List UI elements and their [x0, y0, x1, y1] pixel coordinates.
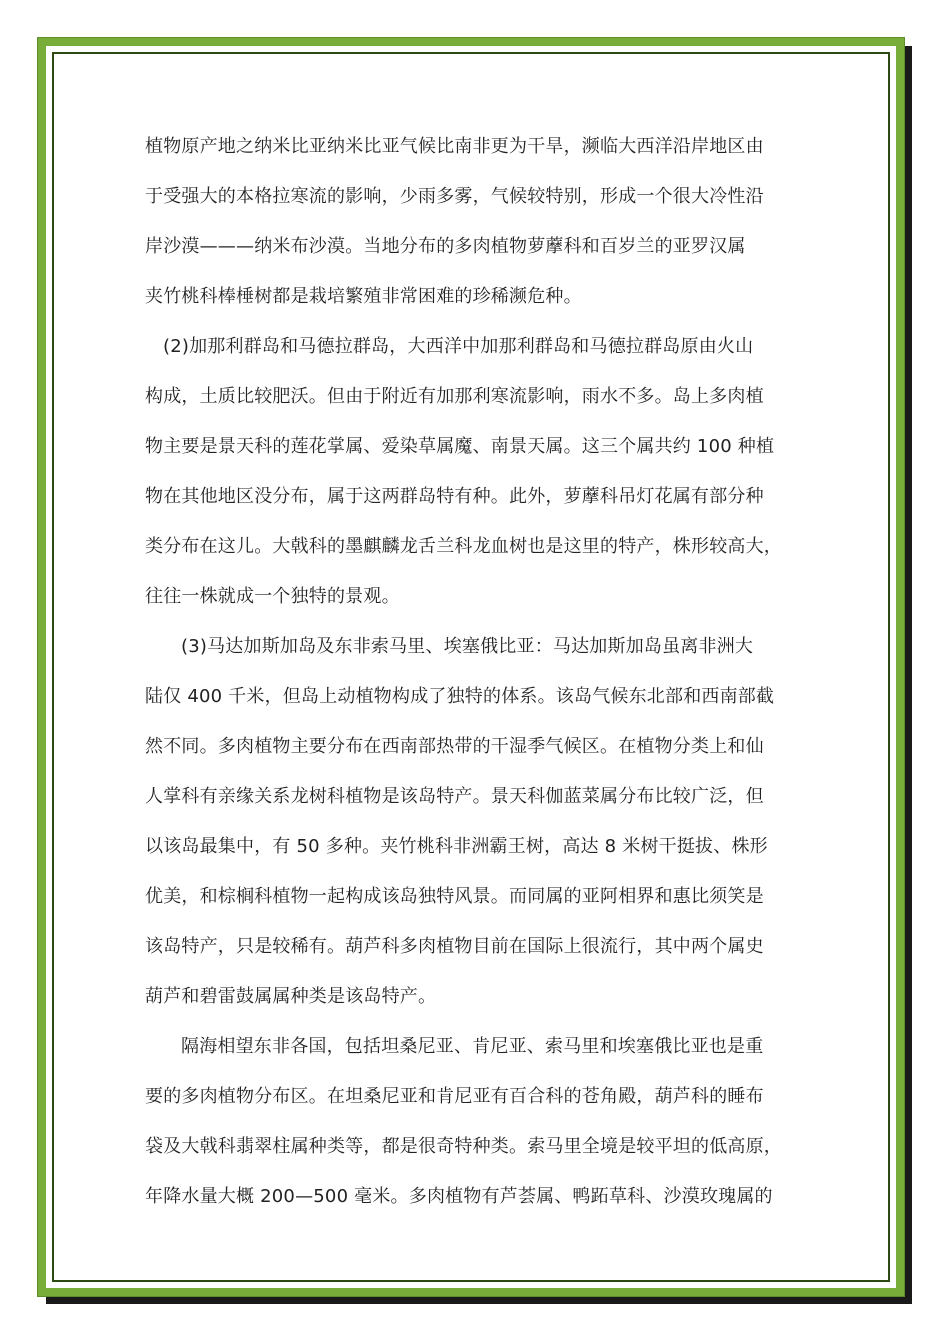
paragraph-namibia [145, 130, 810, 330]
paragraph-east-africa [145, 1030, 810, 1230]
text-line: 类分布在这儿。大戟科的墨麒麟龙舌兰科龙血树也是这里的特产，株形较高大， [145, 536, 782, 557]
text-line: 优美，和棕榈科植物一起构成该岛独特风景。而同属的亚阿相界和惠比须笑是 [145, 886, 764, 907]
text-line: 要的多肉植物分布区。在坦桑尼亚和肯尼亚有百合科的苍角殿，葫芦科的睡布 [145, 1086, 764, 1107]
text-line: 陆仅 400 千米，但岛上动植物构成了独特的体系。该岛气候东北部和西南部截 [145, 686, 775, 707]
text-line: 构成，土质比较肥沃。但由于附近有加那利寒流影响，雨水不多。岛上多肉植 [145, 386, 764, 407]
text-line: 物在其他地区没分布，属于这两群岛特有种。此外，萝藦科吊灯花属有部分种 [145, 486, 764, 507]
text-line: (2)加那利群岛和马德拉群岛，大西洋中加那利群岛和马德拉群岛原由火山 [163, 336, 754, 357]
text-line: 该岛特产，只是较稀有。葫芦科多肉植物目前在国际上很流行，其中两个属史 [145, 936, 764, 957]
text-line: 葫芦和碧雷鼓属属种类是该岛特产。 [145, 986, 437, 1007]
text-line: 年降水量大概 200—500 毫米。多肉植物有芦荟属、鸭跖草科、沙漠玫瑰属的 [145, 1186, 773, 1207]
text-line: 往往一株就成一个独特的景观。 [145, 586, 400, 607]
text-line: 夹竹桃科棒棰树都是栽培繁殖非常困难的珍稀濒危种。 [145, 286, 582, 307]
text-line: 岸沙漠———纳米布沙漠。当地分布的多肉植物萝藦科和百岁兰的亚罗汉属 [145, 236, 746, 257]
paragraph-madagascar [145, 630, 810, 1030]
text-line: (3)马达加斯加岛及东非索马里、埃塞俄比亚：马达加斯加岛虽离非洲大 [181, 636, 754, 657]
paragraph-canary-madeira [145, 330, 810, 630]
document-body [145, 130, 810, 1230]
text-line: 物主要是景天科的莲花掌属、爱染草属魔、南景天属。这三个属共约 100 种植 [145, 436, 775, 457]
text-line: 以该岛最集中，有 50 多种。夹竹桃科非洲霸王树，高达 8 米树干挺拔、株形 [145, 836, 768, 857]
text-line: 然不同。多肉植物主要分布在西南部热带的干湿季气候区。在植物分类上和仙 [145, 736, 764, 757]
text-line: 植物原产地之纳米比亚纳米比亚气候比南非更为干旱，濒临大西洋沿岸地区由 [145, 136, 764, 157]
text-line: 袋及大戟科翡翠柱属种类等，都是很奇特种类。索马里全境是较平坦的低高原， [145, 1136, 782, 1157]
text-line: 人掌科有亲缘关系龙树科植物是该岛特产。景天科伽蓝菜属分布比较广泛，但 [145, 786, 764, 807]
text-line: 于受强大的本格拉寒流的影响，少雨多雾，气候较特别，形成一个很大冷性沿 [145, 186, 764, 207]
text-line: 隔海相望东非各国，包括坦桑尼亚、肯尼亚、索马里和埃塞俄比亚也是重 [181, 1036, 764, 1057]
